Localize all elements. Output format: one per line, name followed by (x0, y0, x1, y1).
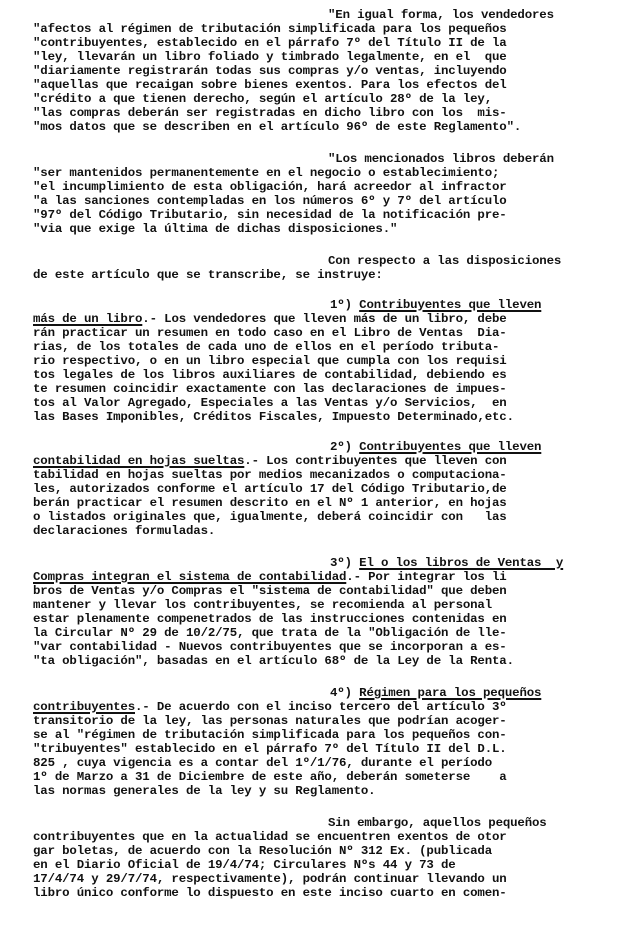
text-line: en el Diario Oficial de 19/4/74; Circulares Nºs 44 y 73 de (33, 858, 456, 872)
text-line: contabilidad en hojas sueltas.- Los contribuyentes que lleven con (33, 454, 507, 468)
section-heading: 2º) Contribuyentes que lleven (330, 440, 542, 454)
text-line: rias, de los totales de cada uno de ellos en el período tributa- (33, 340, 500, 354)
text-line: más de un libro.- Los vendedores que lleven más de un libro, debe (33, 312, 507, 326)
text-line: "ser mantenidos permanentemente en el negocio o establecimiento; (33, 166, 500, 180)
text-line: les, autorizados conforme el artículo 17 del Código Tributario,de (33, 482, 507, 496)
text-line: 1º de Marzo a 31 de Diciembre de este año, deberán someterse a (33, 770, 507, 784)
text-line: contribuyentes.- De acuerdo con el inciso tercero del artículo 3º (33, 700, 507, 714)
text-line: tos al Valor Agregado, Especiales a las Ventas y/o Servicios, en (33, 396, 507, 410)
text-line: bros de Ventas y/o Compras el "sistema de contabilidad" que deben (33, 584, 507, 598)
text-line: Compras integran el sistema de contabilidad.- Por integrar los li (33, 570, 507, 584)
text-line: "Los mencionados libros deberán (328, 152, 554, 166)
section-heading: 3º) El o los libros de Ventas y (330, 556, 564, 570)
text-line: "97º del Código Tributario, sin necesidad de la notificación pre- (33, 208, 507, 222)
text-line: Sin embargo, aquellos pequeños (328, 816, 547, 830)
text-line: "aquellas que recaigan sobre bienes exentos. Para los efectos del (33, 78, 507, 92)
text-line: las normas generales de la ley y su Reglamento. (33, 784, 376, 798)
text-line: estar plenamente compenetrados de las instrucciones contenidas en (33, 612, 507, 626)
text-line: berán practicar el resumen descrito en el Nº 1 anterior, en hojas (33, 496, 507, 510)
section-heading: 4º) Régimen para los pequeños (330, 686, 542, 700)
text-line: "diariamente registrarán todas sus compras y/o ventas, incluyendo (33, 64, 507, 78)
text-line: declaraciones formuladas. (33, 524, 216, 538)
text-line: "En igual forma, los vendedores (328, 8, 554, 22)
text-line: "a las sanciones contempladas en los números 6º y 7º del artículo (33, 194, 507, 208)
text-line: Con respecto a las disposiciones (328, 254, 562, 268)
text-line: gar boletas, de acuerdo con la Resolución Nº 312 Ex. (publicada (33, 844, 492, 858)
text-line: "var contabilidad - Nuevos contribuyentes que se incorporan a es- (33, 640, 507, 654)
text-line: o listados originales que, igualmente, deberá coincidir con las (33, 510, 507, 524)
text-line: contribuyentes que en la actualidad se encuentren exentos de otor (33, 830, 507, 844)
text-line: "crédito a que tienen derecho, según el artículo 28º de la ley, (33, 92, 492, 106)
text-line: tabilidad en hojas sueltas por medios mecanizados o computaciona- (33, 468, 507, 482)
text-line: rán practicar un resumen en todo caso en el Libro de Ventas Dia- (33, 326, 507, 340)
text-line: te resumen coincidir exactamente con las declaraciones de impues- (33, 382, 507, 396)
text-line: "contribuyentes, establecido en el párrafo 7º del Título II de la (33, 36, 507, 50)
text-line: las Bases Imponibles, Créditos Fiscales, Impuesto Determinado,etc. (33, 410, 514, 424)
text-line: tos legales de los libros auxiliares de contabilidad, debiendo es (33, 368, 507, 382)
text-line: "mos datos que se describen en el artículo 96º de este Reglamento". (33, 120, 522, 134)
text-line: "ta obligación", basadas en el artículo 68º de la Ley de la Renta. (33, 654, 514, 668)
text-line: 17/4/74 y 29/7/74, respectivamente), podrán continuar llevando un (33, 872, 507, 886)
text-line: libro único conforme lo dispuesto en este inciso cuarto en comen- (33, 886, 507, 900)
text-line: "via que exige la última de dichas disposiciones." (33, 222, 398, 236)
text-line: "el incumplimiento de esta obligación, hará acreedor al infractor (33, 180, 507, 194)
text-line: "ley, llevarán un libro foliado y timbrado legalmente, en el que (33, 50, 507, 64)
text-line: "las compras deberán ser registradas en dicho libro con los mis- (33, 106, 507, 120)
text-line: "tribuyentes" establecido en el párrafo 7º del Título II del D.L. (33, 742, 507, 756)
text-line: "afectos al régimen de tributación simplificada para los pequeños (33, 22, 507, 36)
text-line: transitorio de la ley, las personas naturales que podrían acoger- (33, 714, 507, 728)
text-line: la Circular Nº 29 de 10/2/75, que trata de la "Obligación de lle- (33, 626, 507, 640)
text-line: de este artículo que se transcribe, se instruye: (33, 268, 383, 282)
text-line: rio respectivo, o en un libro especial que cumpla con los requisi (33, 354, 507, 368)
section-heading: 1º) Contribuyentes que lleven (330, 298, 542, 312)
text-line: mantener y llevar los contribuyentes, se recomienda al personal (33, 598, 492, 612)
text-line: se al "régimen de tributación simplificada para los pequeños con- (33, 728, 507, 742)
text-line: 825 , cuya vigencia es a contar del 1º/1/76, durante el período (33, 756, 492, 770)
